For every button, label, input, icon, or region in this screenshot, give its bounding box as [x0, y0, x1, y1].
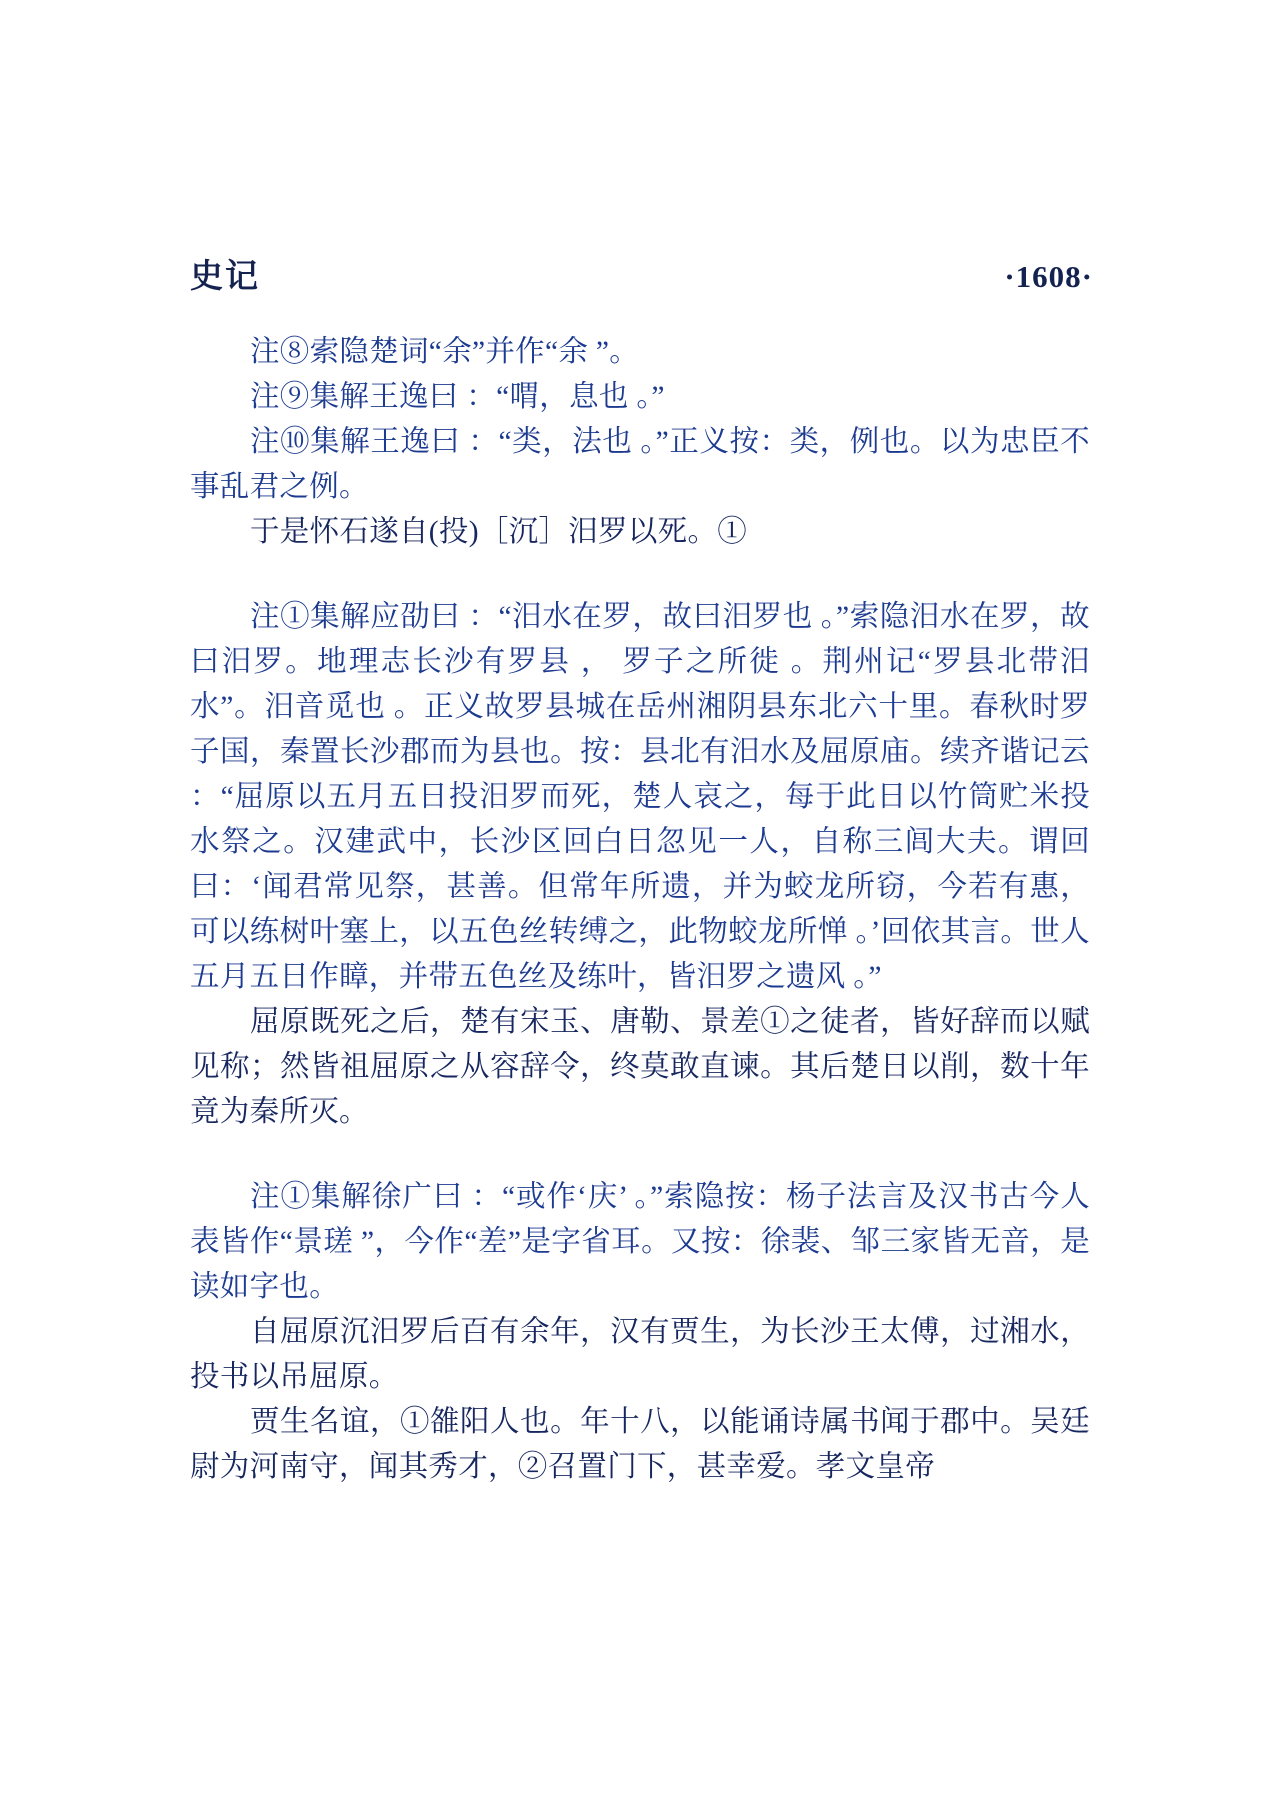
main-text-paragraph-4: 贾生名谊，①雒阳人也。年十八，以能诵诗属书闻于郡中。吴廷尉为河南守，闻其秀才，②召置门下，甚幸爱。孝文皇帝 [190, 1406, 1090, 1483]
page-content [190, 330, 1090, 1490]
annotation-block-1: 注①集解应劭曰 ：“汨水在罗，故曰汨罗也 。”索隐汨水在罗，故曰汨罗。地理志长沙有罗县 ， 罗子之所徙 。荆州记“罗县北带汨水”。汨音觅也 。正义故罗县城在岳州湘阴县东北六十里。春秋时罗子国，秦置长沙郡而为县也。按：县北有汨水及屈原庙。续齐谐记云 ：“屈原以五月五日投汨罗而死，楚人哀之，每于此日以竹筒贮米投水祭之。汉建武中，长沙区回白日忽见一人，自称三闾大夫。谓回曰：‘闻君常见祭，甚善。但常年所遗，并为蛟龙所窃，今若有惠，可以练树叶塞上，以五色丝转缚之，此物蛟龙所惮 。’回依其言。世人五月五日作瞕，并带五色丝及练叶，皆汨罗之遗风 。” [190, 601, 1090, 993]
annotation-note-8: 注⑧索隐楚词“余”并作“余 ”。 [250, 336, 640, 368]
main-text-paragraph-2: 屈原既死之后，楚有宋玉、唐勒、景差①之徒者，皆好辞而以赋见称；然皆祖屈原之从容辞令，终莫敢直谏。其后楚日以削，数十年竟为秦所灭。 [190, 1006, 1090, 1128]
main-text-paragraph-3: 自屈原沉汨罗后百有余年，汉有贾生，为长沙王太傅，过湘水，投书以吊屈原。 [190, 1316, 1090, 1393]
page-header [190, 250, 1093, 297]
annotation-note-10: 注⑩集解王逸曰 ：“类，法也 。”正义按：类，例也。以为忠臣不事乱君之例。 [190, 426, 1090, 503]
paragraph-spacer [190, 555, 1090, 595]
book-title: 史记 [190, 259, 260, 295]
annotation-note-9: 注⑨集解王逸曰 ：“喟，息也 。” [250, 381, 665, 413]
page-number: ·1608· [1004, 259, 1093, 294]
paragraph-spacer [190, 1135, 1090, 1175]
annotation-block-2: 注①集解徐广曰 ：“或作‘庆’ 。”索隐按：杨子法言及汉书古今人表皆作“景瑳 ”，今作“差”是字省耳。又按：徐裴、邹三家皆无音，是读如字也。 [190, 1181, 1090, 1303]
main-text-paragraph-1: 于是怀石遂自(投)［沉］汨罗以死。① [250, 516, 748, 548]
